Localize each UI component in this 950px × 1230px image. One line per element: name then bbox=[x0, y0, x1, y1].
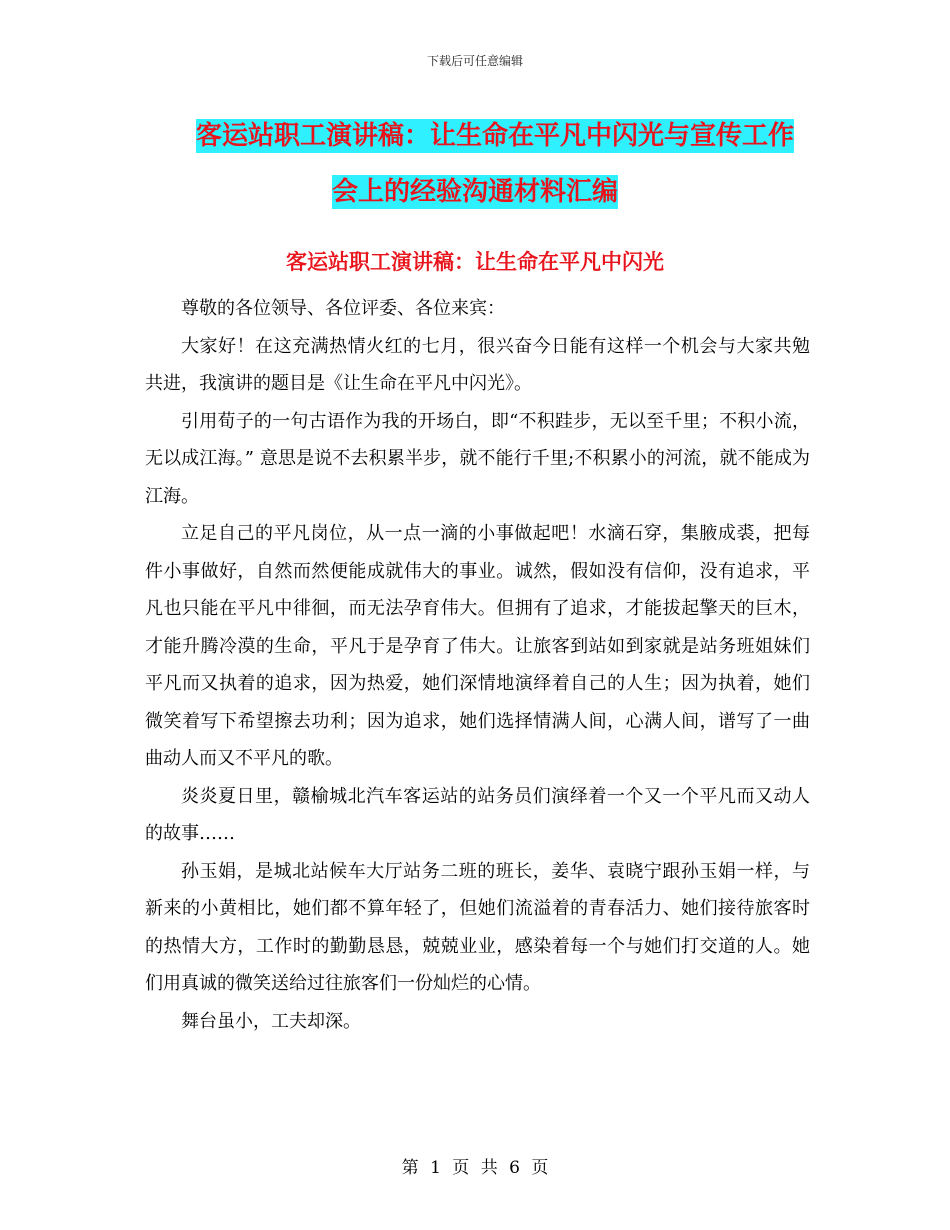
paragraph: 炎炎夏日里，赣榆城北汽车客运站的站务员们演绎着一个又一个平凡而又动人的故事…… bbox=[145, 785, 810, 844]
page-footer: 第 1 页 共 6 页 bbox=[401, 1158, 549, 1178]
document-title-line-1 bbox=[0, 108, 950, 164]
paragraph-salutation: 尊敬的各位领导、各位评委、各位来宾： bbox=[181, 298, 505, 319]
paragraph: 立足自己的平凡岗位，从一点一滴的小事做起吧！水滴石穿，集腋成裘，把每件小事做好，自然而然便能成就伟大的事业。诚然，假如没有信仰，没有追求，平凡也只能在平凡中徘徊，而无法孕育伟大。但拥有了追求，才能拔起擎天的巨木，才能升腾冷漠的生命，平凡于是孕育了伟大。让旅客到站如到家就是站务班姐妹们平凡而又执着的追求，因为热爱，她们深情地演绎着自己的人生；因为执着，她们微笑着写下希望擦去功利；因为追求，她们选择情满人间，心满人间，谱写了一曲曲动人而又不平凡的歌。 bbox=[145, 523, 810, 769]
document-title bbox=[0, 108, 950, 220]
paragraph: 舞台虽小，工夫却深。 bbox=[181, 1010, 361, 1032]
paragraph: 孙玉娟，是城北站候车大厅站务二班的班长，姜华、袁晓宁跟孙玉娟一样，与新来的小黄相比，她们都不算年轻了，但她们流溢着的青春活力、她们接待旅客时的热情大方，工作时的勤勤恳恳，兢兢业业，感染着每一个与她们打交道的人。她们用真诚的微笑送给过往旅客们一份灿烂的心情。 bbox=[145, 860, 810, 994]
section-title: 客运站职工演讲稿：让生命在平凡中闪光 bbox=[286, 250, 664, 274]
paragraph: 引用荀子的一句古语作为我的开场白，即“不积跬步，无以至千里；不积小流，无以成江海。” 意思是说不去积累半步，就不能行千里;不积累小的河流，就不能成为江海。 bbox=[145, 410, 810, 507]
paragraph: 大家好！在这充满热情火红的七月，很兴奋今日能有这样一个机会与大家共勉共进，我演讲的题目是《让生命在平凡中闪光》。 bbox=[145, 335, 810, 394]
document-title-line-2 bbox=[0, 164, 950, 220]
title-highlight: 会上的经验沟通材料汇编 bbox=[331, 177, 618, 207]
title-highlight: 客运站职工演讲稿：让生命在平凡中闪光与宣传工作 bbox=[195, 121, 794, 151]
document-body bbox=[145, 290, 810, 1040]
header-note: 下载后可任意编辑 bbox=[426, 54, 523, 68]
